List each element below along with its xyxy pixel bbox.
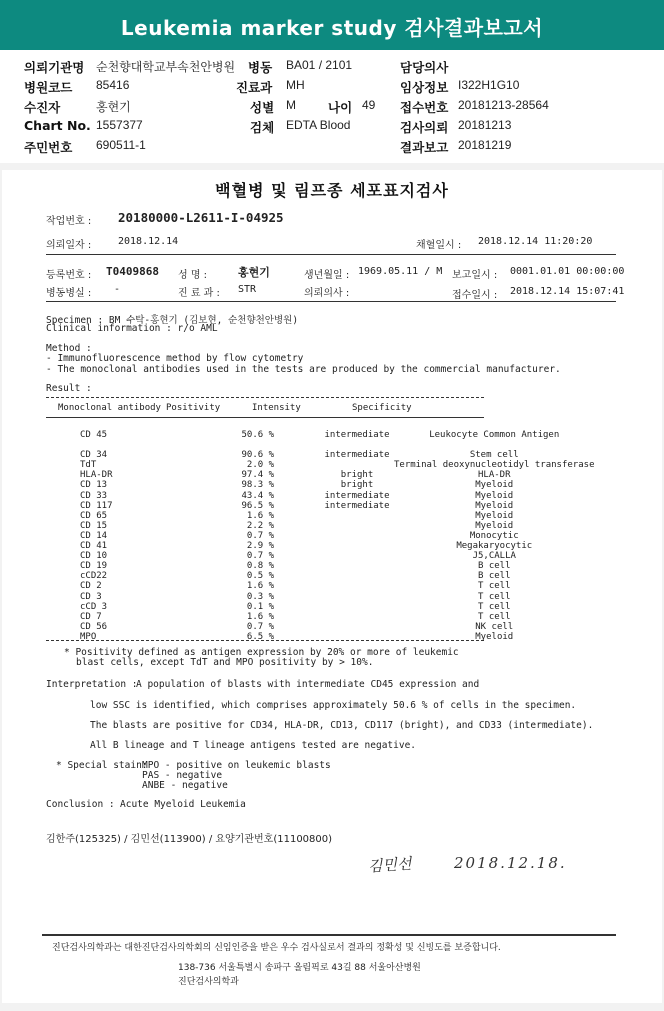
antibody-cell: HLA-DR (80, 470, 113, 481)
reg-label: 등록번호 : (46, 270, 92, 281)
method-heading: Method : (46, 343, 92, 354)
positivity-cell: 0.7 % (246, 530, 274, 541)
positivity-cell: 2.2 % (246, 520, 274, 531)
positivity-cell (188, 440, 320, 450)
specificity-cell: B cell (477, 561, 511, 572)
intensity-cell: bright (340, 470, 374, 481)
ward-value-2: - (114, 284, 121, 295)
stain-line-3: ANBE - negative (142, 780, 228, 791)
table-row (50, 440, 594, 450)
report-date-value: 20181219 (458, 138, 512, 152)
footnote-1: * Positivity defined as antigen expression by 20% or more of leukemic (64, 647, 459, 658)
col-antibody: Monoclonal antibody (58, 403, 161, 413)
req-date-label: 의뢰일자 : (46, 240, 92, 251)
specificity-cell: Myeloid (475, 510, 514, 521)
antibody-cell: CD 117 (80, 500, 113, 511)
intensity-cell (320, 571, 394, 581)
chart-no-value: 1557377 (96, 118, 143, 132)
dept-label: 진료과 (236, 80, 273, 95)
age-label: 나이 (328, 100, 353, 115)
conclusion-label: Conclusion : (46, 799, 115, 810)
footer-department: 진단검사의학과 (178, 977, 239, 987)
positivity-cell: 96.5 % (241, 500, 274, 511)
dob-value: 1969.05.11 / M (358, 266, 443, 277)
doctor-label-2: 의뢰의사 : (304, 288, 350, 299)
req-date-value: 2018.12.14 (118, 236, 179, 247)
positivity-cell: 97.4 % (241, 470, 274, 481)
ward-value: BA01 / 2101 (286, 58, 353, 72)
interpretation-line-3: The blasts are positive for CD34, HLA-DR, CD13, CD117 (bright), and CD33 (intermediate). (90, 720, 594, 731)
institution-value: 순천향대학교부속천안병원 (96, 60, 236, 74)
dept-value: MH (286, 78, 305, 92)
antibody-cell: CD 3 (80, 591, 102, 602)
receipt-dt-value: 2018.12.14 15:07:41 (510, 286, 625, 297)
clinical-info-label: 임상정보 (400, 80, 449, 95)
specificity-cell: Stem cell (469, 450, 519, 461)
table-row (50, 430, 594, 440)
intensity-cell (320, 561, 394, 571)
positivity-cell: 1.6 % (246, 510, 274, 521)
intensity-cell (320, 460, 394, 470)
stain-line-1: MPO - positive on leukemic blasts (142, 760, 331, 771)
antibody-cell: CD 45 (80, 430, 108, 440)
interpretation-line-4: All B lineage and T lineage antigens tested are negative. (90, 740, 417, 751)
table-row (50, 622, 594, 632)
name-value: 홍현기 (238, 266, 270, 279)
reg-value: T0409868 (106, 265, 159, 278)
clinical-line: Clinical information : r/o AML (46, 323, 218, 334)
hospital-code-label: 병원코드 (24, 80, 73, 95)
positivity-cell: 2.0 % (246, 460, 274, 471)
positivity-cell: 0.7 % (246, 621, 274, 632)
specificity-cell: Leukocyte Common Antigen (429, 430, 560, 440)
intensity-cell (320, 592, 394, 602)
antibody-cell: CD 2 (80, 581, 102, 592)
intensity-cell (320, 602, 394, 612)
interpretation-label: Interpretation : (46, 679, 138, 690)
receipt-no-value: 20181213-28564 (458, 98, 549, 112)
divider (46, 254, 616, 255)
antibody-cell (50, 440, 188, 450)
dob-label: 생년월일 : (304, 270, 350, 281)
specificity-cell: Myeloid (475, 520, 514, 531)
specificity-cell: Myeloid (475, 490, 514, 501)
intensity-cell: intermediate (324, 430, 390, 440)
table-row (50, 491, 594, 501)
specificity-cell: T cell (477, 591, 511, 602)
intensity-cell: intermediate (324, 490, 390, 501)
positivity-cell: 0.8 % (246, 561, 274, 572)
table-row (50, 511, 594, 521)
table-row (50, 541, 594, 551)
intensity-cell: bright (340, 480, 374, 491)
age-value: 49 (362, 98, 376, 112)
col-positivity: Positivity (166, 403, 221, 413)
clinical-info-value: I322H1G10 (458, 78, 520, 92)
specificity-cell: J5,CALLA (472, 551, 516, 562)
table-row (50, 551, 594, 561)
specificity-cell: T cell (477, 601, 511, 612)
intensity-cell (320, 551, 394, 561)
antibody-cell: CD 10 (80, 551, 108, 562)
ward-label: 병동 (248, 60, 273, 75)
result-heading: Result : (46, 383, 92, 394)
method-line-1: - Immunofluorescence method by flow cytometry (46, 353, 304, 364)
report-date-label: 결과보고 (400, 140, 449, 155)
specificity-cell: T cell (477, 611, 511, 622)
sex-label: 성별 (250, 100, 275, 115)
specificity-cell: T cell (477, 581, 511, 592)
intensity-cell (320, 541, 394, 551)
antibody-cell: CD 13 (80, 480, 108, 491)
antibody-cell: TdT (80, 460, 97, 471)
table-top-rule (46, 397, 484, 398)
resident-no-label: 주민번호 (24, 140, 73, 155)
collect-value: 2018.12.14 11:20:20 (478, 236, 593, 247)
specificity-cell: Megakaryocytic (456, 541, 533, 552)
table-header-rule (46, 417, 484, 418)
table-row (50, 501, 594, 511)
footer-rule (42, 934, 616, 936)
specificity-cell (394, 440, 594, 450)
intensity-cell: intermediate (324, 450, 390, 461)
results-table (50, 430, 594, 642)
report-dt-label: 보고일시 : (452, 270, 498, 281)
stain-line-2: PAS - negative (142, 770, 223, 781)
ward-label-2: 병동병실 : (46, 288, 92, 299)
antibody-cell: cCD22 (80, 571, 108, 582)
sex-value: M (286, 98, 296, 112)
name-label: 성 명 : (178, 270, 208, 281)
table-row (50, 450, 594, 460)
table-row (50, 521, 594, 531)
table-row (50, 592, 594, 602)
intensity-cell (320, 531, 394, 541)
specificity-cell: Myeloid (475, 500, 514, 511)
patient-header (0, 50, 664, 163)
report-heading: 백혈병 및 림프종 세포표지검사 (215, 181, 449, 200)
report-paper (2, 170, 662, 1003)
signature-date: 2018.12.18. (454, 854, 567, 872)
institution-label: 의뢰기관명 (24, 60, 85, 75)
intensity-cell (320, 612, 394, 622)
specificity-cell: Terminal deoxynucleotidyl transferase (394, 460, 595, 471)
patient-label: 수진자 (24, 100, 61, 115)
patient-value: 홍현기 (96, 100, 131, 114)
table-row (50, 571, 594, 581)
receipt-no-label: 접수번호 (400, 100, 449, 115)
specimen-value: EDTA Blood (286, 118, 351, 132)
intensity-cell (320, 521, 394, 531)
antibody-cell: CD 34 (80, 450, 108, 461)
positivity-cell: 0.5 % (246, 571, 274, 582)
interpretation-line-2: low SSC is identified, which comprises approximately 50.6 % of cells in the specimen. (90, 700, 577, 711)
table-row (50, 581, 594, 591)
report-title: Leukemia marker study 검사결과보고서 (120, 16, 544, 40)
doctor-label: 담당의사 (400, 60, 449, 75)
signature: 김민선 (367, 854, 413, 876)
hospital-code-value: 85416 (96, 78, 130, 92)
positivity-cell: 0.3 % (246, 591, 274, 602)
report-dt-value: 0001.01.01 00:00:00 (510, 266, 625, 277)
intensity-cell (320, 581, 394, 591)
dept-value-2: STR (238, 284, 257, 295)
table-row (50, 470, 594, 480)
table-row (50, 612, 594, 622)
specificity-cell: Monocytic (469, 530, 519, 541)
chart-no-label: Chart No. (24, 118, 91, 133)
intensity-cell (320, 440, 394, 450)
specificity-cell: B cell (477, 571, 511, 582)
positivity-cell: 50.6 % (241, 430, 274, 440)
special-stain-label: * Special stain: (56, 760, 148, 771)
intensity-cell: intermediate (324, 500, 390, 511)
footer-notice: 진단검사의학과는 대한진단검사의학회의 신임인증을 받은 우수 검사실로서 결과의 정확성 및 신빙도를 보증합니다. (52, 943, 501, 953)
specificity-cell: Myeloid (475, 480, 514, 491)
positivity-cell: 2.9 % (246, 541, 274, 552)
specificity-cell: HLA-DR (477, 470, 511, 481)
method-line-2: - The monoclonal antibodies used in the tests are produced by the commercial manufacturer. (46, 364, 561, 375)
table-row (50, 480, 594, 490)
table-row (50, 561, 594, 571)
positivity-cell: 43.4 % (241, 490, 274, 501)
col-specificity: Specificity (352, 403, 412, 413)
antibody-cell: CD 14 (80, 530, 108, 541)
intensity-cell (320, 622, 394, 632)
divider (46, 301, 616, 302)
table-bottom-rule (46, 640, 484, 641)
table-row (50, 531, 594, 541)
specimen-label: 검체 (250, 120, 275, 135)
footer-address: 138-736 서울특별시 송파구 올림픽로 43길 88 서울아산병원 (178, 963, 421, 973)
positivity-cell: 0.1 % (246, 601, 274, 612)
request-date-value: 20181213 (458, 118, 512, 132)
positivity-cell: 6.5 % (246, 631, 274, 642)
positivity-cell: 98.3 % (241, 480, 274, 491)
antibody-cell: CD 15 (80, 520, 108, 531)
antibody-cell: CD 33 (80, 490, 108, 501)
specificity-cell: Myeloid (475, 631, 514, 642)
work-no-label: 작업번호 : (46, 216, 92, 227)
antibody-cell: CD 65 (80, 510, 108, 521)
intensity-cell (320, 511, 394, 521)
positivity-cell: 90.6 % (241, 450, 274, 461)
antibody-cell: cCD 3 (80, 601, 108, 612)
positivity-cell: 1.6 % (246, 581, 274, 592)
antibody-cell: MPO (80, 631, 97, 642)
conclusion-value: Acute Myeloid Leukemia (120, 799, 246, 810)
table-row (50, 460, 594, 470)
positivity-cell: 1.6 % (246, 611, 274, 622)
antibody-cell: CD 19 (80, 561, 108, 572)
work-no-value: 20180000-L2611-I-04925 (118, 210, 284, 225)
receipt-dt-label: 접수일시 : (452, 290, 498, 301)
signers-line: 김한주(125325) / 김민선(113900) / 요양기관번호(11100800) (46, 834, 333, 845)
request-date-label: 검사의뢰 (400, 120, 449, 135)
positivity-cell: 0.7 % (246, 551, 274, 562)
footnote-2: blast cells, except TdT and MPO positivity by > 10%. (76, 657, 374, 668)
title-banner (0, 0, 664, 50)
collect-label: 채혈일시 : (416, 240, 462, 251)
resident-no-value: 690511-1 (96, 138, 146, 152)
dept-label-2: 진 료 과 : (178, 288, 220, 299)
col-intensity: Intensity (252, 403, 301, 413)
antibody-cell: CD 41 (80, 541, 108, 552)
specificity-cell: NK cell (475, 621, 514, 632)
antibody-cell: CD 7 (80, 611, 102, 622)
table-row (50, 602, 594, 612)
interpretation-line-1: A population of blasts with intermediate CD45 expression and (136, 679, 480, 690)
specimen-line: Specimen : BM 수탁-홍현기 (김보현, 순천향천안병원) (46, 315, 299, 326)
antibody-cell: CD 56 (80, 621, 108, 632)
